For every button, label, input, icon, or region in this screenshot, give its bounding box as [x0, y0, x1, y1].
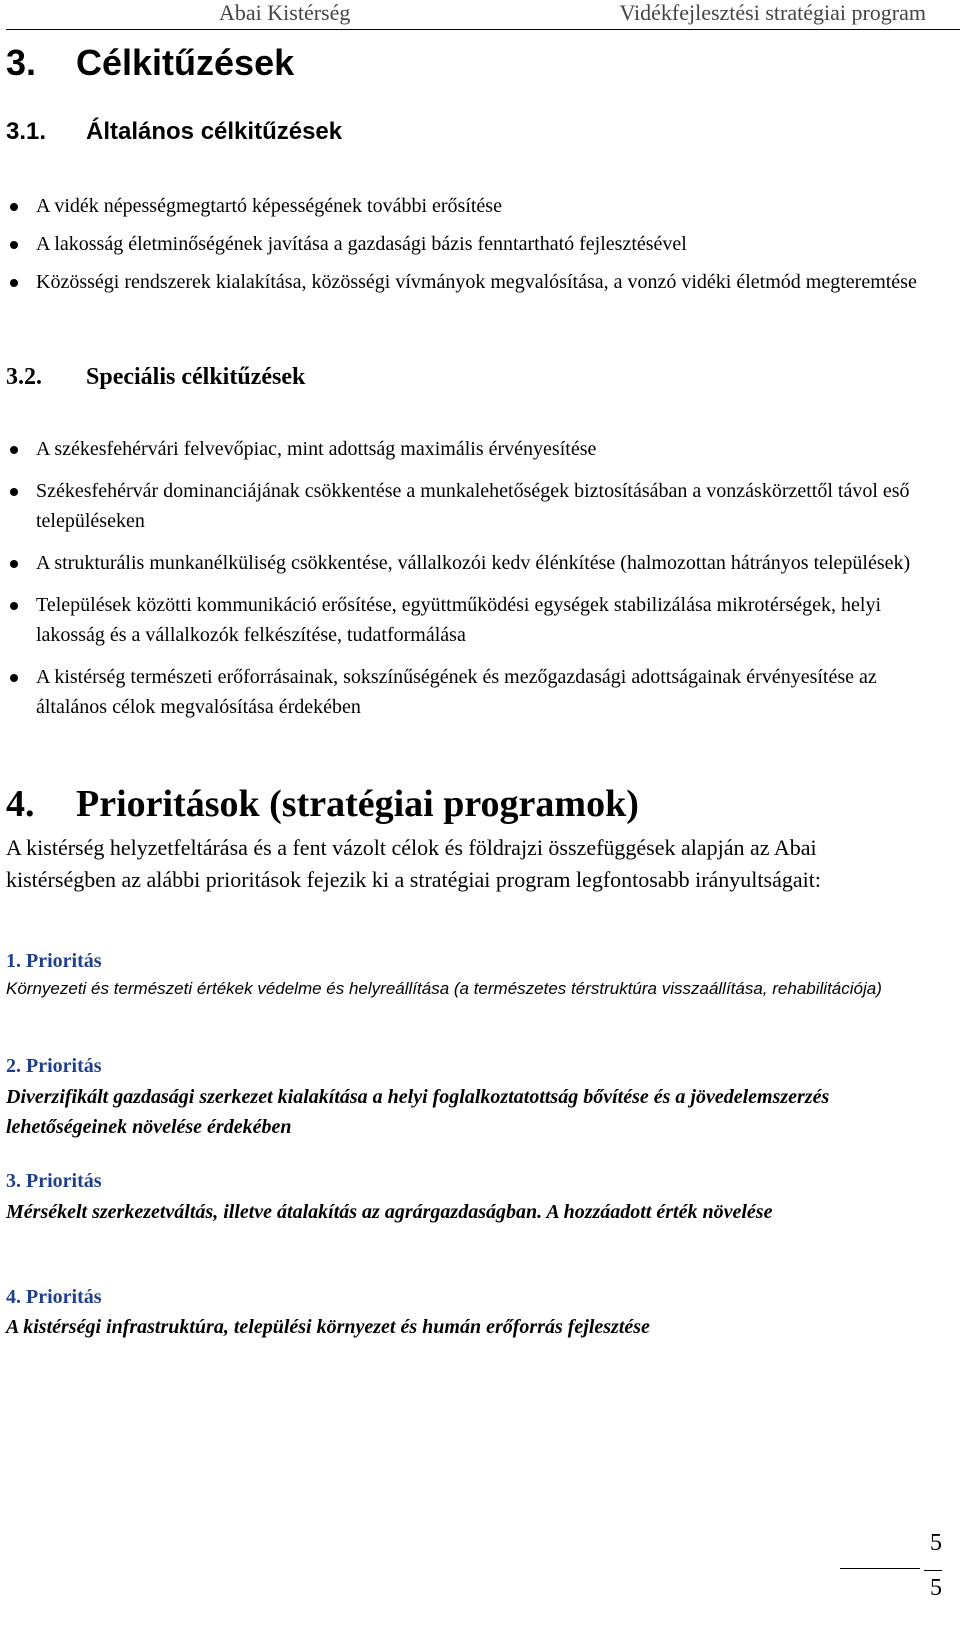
page-number-top: 5: [930, 1530, 942, 1556]
priority-1-text: Környezeti és természeti értékek védelme és helyreállítása (a természetes térstruktúra visszaállítása, rehabilitációja): [6, 979, 882, 998]
heading-title: Célkitűzések: [76, 42, 295, 83]
page-number: 5: [930, 1575, 942, 1601]
heading-title: Prioritások (stratégiai programok): [76, 783, 639, 825]
list-item: A lakosság életminőségének javítása a gazdasági bázis fenntartható fejlesztésével: [6, 229, 946, 259]
priority-3-text: Mérsékelt szerkezetváltás, illetve átalakítás az agrárgazdaságban. A hozzáadott érték növelése: [6, 1201, 773, 1223]
page-header: [6, 0, 960, 30]
section-4-intro: A kistérség helyzetfeltárása és a fent vázolt célok és földrajzi összefüggések alapján az Abai kistérségben az alábbi prioritások fejezik ki a stratégiai program legfontosabb irányultságait:: [6, 835, 821, 892]
priority-4-text: A kistérségi infrastruktúra, települési környezet és humán erőforrás fejlesztése: [6, 1316, 650, 1338]
list-item: A székesfehérvári felvevőpiac, mint adottság maximális érvényesítése: [6, 434, 946, 464]
priority-2-label: 2. Prioritás: [6, 1055, 102, 1077]
list-item: Települések közötti kommunikáció erősítése, együttműködési egységek stabilizálása mikrotérségek, helyi lakosság és a vállalkozók felkészítése, tudatformálása: [6, 590, 946, 650]
list-item: A strukturális munkanélküliség csökkentése, vállalkozói kedv élénkítése (halmozottan hátrányos települések): [6, 548, 946, 578]
heading-number: 3.1.: [6, 118, 47, 145]
special-goals-list: [6, 434, 946, 722]
heading-section-3-1: [6, 118, 342, 146]
header-left: Abai Kistérség: [219, 0, 351, 25]
heading-section-3: [6, 42, 294, 84]
list-item: Székesfehérvár dominanciájának csökkentése a munkalehetőségek biztosításában a vonzáskörzettől távol eső településeken: [6, 476, 946, 536]
priority-2-text: Diverzifikált gazdasági szerkezet kialakítása a helyi foglalkoztatottság bővítése és a jövedelemszerzés lehetőségeinek növelése érdekében: [6, 1086, 830, 1138]
heading-section-3-2: [6, 364, 305, 391]
header-right: Vidékfejlesztési stratégiai program: [619, 0, 926, 25]
list-item: Közösségi rendszerek kialakítása, közösségi vívmányok megvalósítása, a vonzó vidéki életmód megteremtése: [6, 267, 946, 297]
general-goals-list: [6, 191, 946, 297]
heading-number: 3.: [6, 42, 37, 83]
heading-title: Általános célkitűzések: [86, 118, 343, 145]
priority-1-label: 1. Prioritás: [6, 950, 102, 972]
heading-number: 3.2.: [6, 364, 42, 390]
footer-rule: [840, 1568, 920, 1569]
list-item: A kistérség természeti erőforrásainak, sokszínűségének és mezőgazdasági adottságainak érvényesítése az általános célok megvalósítása érdekében: [6, 662, 946, 722]
list-item: A vidék népességmegtartó képességének további erősítése: [6, 191, 946, 221]
heading-section-4: [6, 782, 639, 826]
priority-4-label: 4. Prioritás: [6, 1286, 102, 1308]
heading-title: Speciális célkitűzések: [86, 364, 306, 390]
priority-3-label: 3. Prioritás: [6, 1170, 102, 1192]
heading-number: 4.: [6, 783, 35, 825]
page-number-divider: [924, 1570, 942, 1571]
